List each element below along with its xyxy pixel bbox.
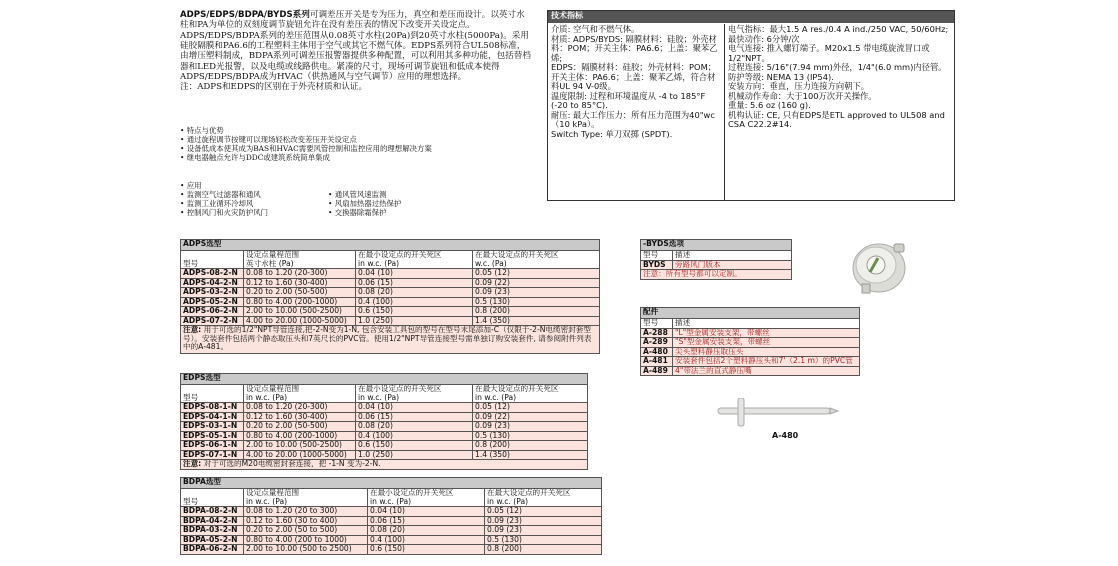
edps-table [180, 373, 588, 470]
col-header: 在最大设定点的开关死区 in w.c. (Pa) [485, 489, 602, 507]
bdpa-table [180, 477, 602, 555]
table-row: ADPS-05-2-N 0.80 to 4.00 (200-1000) 0.4 (100) 0.5 (130) [181, 297, 600, 307]
tech-specs-right [725, 24, 954, 200]
list-item: • 监测工业循环冷却风 [180, 199, 330, 208]
accessories-table [640, 307, 860, 376]
col-header: 在最小设定点的开关死区 in w.c. (Pa) [356, 251, 473, 269]
table-row: A-489 4"带法兰的直式静压嘴 [641, 366, 860, 376]
table-row: ADPS-06-2-N 2.00 to 10.00 (500-2500) 0.6 (150) 0.8 (200) [181, 307, 600, 317]
col-header: 描述 [673, 251, 792, 261]
table-row: ADPS-04-2-N 0.12 to 1.60 (30-400) 0.06 (15) 0.09 (22) [181, 278, 600, 288]
table-row: A-289 "S"型金属安装支架，带螺丝 [641, 338, 860, 348]
list-item: • 特点与优势 [180, 126, 532, 135]
list-item: • 继电器触点允许与DDC或建筑系统简单集成 [180, 153, 532, 162]
table-row: EDPS-07-1-N 4.00 to 20.00 (1000-5000) 1.0 (250) 1.4 (350) [181, 450, 588, 460]
spec-line: 材质: ADPS/BYDS: 隔膜材料：硅胶；外壳材料：POM；开关主体：PA6.6；上盖：聚苯乙烯; [551, 33, 718, 63]
table-row: BDPA-03-2-N 0.20 to 2.00 (50 to 500) 0.08 (20) 0.09 (23) [181, 526, 602, 536]
table-row: ADPS-07-2-N 4.00 to 20.00 (1000-5000) 1.0 (250) 1.4 (350) [181, 316, 600, 326]
col-header: 型号 [181, 385, 244, 403]
a480-probe-image [714, 398, 840, 430]
tech-specs-left [548, 24, 725, 200]
table-row: EDPS-04-1-N 0.12 to 1.60 (30-400) 0.06 (15) 0.09 (22) [181, 412, 588, 422]
table-row: ADPS-08-2-N 0.08 to 1.20 (20-300) 0.04 (10) 0.05 (12) [181, 269, 600, 279]
list-item: • 应用 [180, 181, 330, 190]
table-note: 注意: 对于可选的M20电缆密封套连接，把 -1-N 变为-2-N. [181, 460, 588, 470]
tech-specs-box [547, 10, 955, 201]
spec-line: 电气指标：最大1.5 A res./0.4 A ind./250 VAC, 50/60Hz; [728, 24, 949, 34]
col-header: 设定点量程范围 in w.c. (Pa) [244, 489, 368, 507]
adps-table [180, 239, 600, 354]
spec-line: 机械动作寿命：大于100万次开关操作。 [728, 90, 877, 101]
byds-table [640, 239, 792, 280]
spec-line: 安装方向：垂直，压力连接方向朝下。 [728, 81, 870, 92]
spec-line: 过程连接: 5/16"(7.94 mm)外径，1/4"(6.0 mm)内径管。 [728, 62, 947, 73]
spec-line: 防护等级: NEMA 13 (IP54). [728, 71, 834, 82]
table-note: 注意: 用于可选的1/2"NPT导管连接,把-2-N变为1-N, 包含安装工具包的型号在型号末尾添加-C（仅限于-2-N电缆密封套型号）。安装套件包括两个静态取压头和7英尺长的PVC管。使用1/2"NPT导管连接型号需单独订购安装套件, 请参阅附件列表中的A-481。 [181, 326, 600, 354]
col-header: 描述 [673, 319, 860, 329]
col-header: 型号 [641, 319, 673, 329]
table-row: A-481 安装套件包括2个塑料静压头和7'（2.1 m）的PVC管 [641, 357, 860, 367]
table-row: EDPS-03-1-N 0.20 to 2.00 (50-500) 0.08 (20) 0.09 (23) [181, 422, 588, 432]
table-row: BDPA-04-2-N 0.12 to 1.60 (30 to 400) 0.06 (15) 0.09 (23) [181, 516, 602, 526]
col-header: 设定点量程范围 英寸水柱 (Pa) [244, 251, 356, 269]
features-list [180, 126, 532, 162]
table-title: BDPA选型 [181, 478, 602, 489]
intro-text: 可调差压开关是专为压力，真空和差压而设计。以英寸水柱和PA为单位的双刻度调节旋钮允许在没有差压表的情况下改变开关设定点。ADPS/EDPS/BDPA系列的差压范围从0.08英寸水柱(20Pa)到20英寸水柱(5000Pa)。采用硅胶隔膜和PA6.6的工程塑料主体用于空气或其它不燃气体。EDPS系列符合UL508标准，由增压塑料制成，BDPA系列可调差压报警器提供多种配置，可以利用其多种功能，包括替档器和LED光报警，以及电缆或线路供电。紧凑的尺寸，现场可调节旋钮和低成本使得ADPS/EDPS/BDPA成为HVAC（供热通风与空气调节）应用的理想选择。 [180, 10, 531, 82]
table-note: 注意：所有型号都可以定制。 [641, 270, 792, 280]
col-header: 设定点量程范围 in w.c. (Pa) [244, 385, 356, 403]
col-header: 在最大设定点的开关死区 in w.c. (Pa) [473, 385, 588, 403]
list-item: • 通过旋程调节按键可以现场轻松改变差压开关设定点 [180, 135, 532, 144]
intro-lead: ADPS/EDPS/BDPA/BYDS系列 [180, 10, 310, 20]
list-item: • 交换器除霜保护 [328, 208, 468, 217]
spec-line: 重量: 5.6 oz (160 g). [728, 100, 811, 111]
table-row: A-288 "L"型金属安装支架，带螺丝 [641, 328, 860, 338]
table-row: BDPA-06-2-N 2.00 to 10.00 (500 to 2500) 0.6 (150) 0.8 (200) [181, 545, 602, 555]
table-title: EDPS选型 [181, 374, 588, 385]
spec-line: 机构认证: CE, 只有EDPS是ETL approved to UL508 and CSA C22.2#14. [728, 109, 945, 130]
col-header: 在最大设定点的开关死区 w.c. (Pa) [473, 251, 600, 269]
spec-line: 耐压: 最大工作压力：所有压力范围为40"wc（10 kPa）。 [551, 109, 715, 130]
pressure-switch-image [848, 238, 910, 296]
table-title: 配件 [641, 308, 860, 319]
list-item: • 通风管风速监测 [328, 190, 468, 199]
col-header: 在最小设定点的开关死区 in w.c. (Pa) [356, 385, 473, 403]
table-title: ADPS选型 [181, 240, 600, 251]
applications-list-right [328, 190, 468, 217]
col-header: 型号 [181, 489, 244, 507]
table-row: A-480 尖头塑料静压取压头 [641, 347, 860, 357]
table-title: -BYDS选项 [641, 240, 792, 251]
table-row: BDPA-08-2-N 0.08 to 1.20 (20 to 300) 0.04 (10) 0.05 (12) [181, 507, 602, 517]
spec-line: 温度限制: 过程和环境温度从 -4 to 185°F (-20 to 85°C). [551, 90, 706, 111]
spec-line: 最快动作: 6分钟/次 [728, 33, 800, 44]
table-row: EDPS-08-1-N 0.08 to 1.20 (20-300) 0.04 (10) 0.05 (12) [181, 403, 588, 413]
tech-specs-title: 技术指标 [548, 11, 954, 23]
a480-label: A-480 [772, 431, 799, 440]
col-header: 在最小设定点的开关死区 in w.c. (Pa) [368, 489, 485, 507]
list-item: • 风扇加热器过热保护 [328, 199, 468, 208]
intro-paragraph [180, 10, 532, 93]
table-row: EDPS-05-1-N 0.80 to 4.00 (200-1000) 0.4 (100) 0.5 (130) [181, 431, 588, 441]
spec-line: Switch Type: 单刀双掷 (SPDT). [551, 128, 673, 139]
spec-line: 介质: 空气和不燃气体。 [551, 24, 640, 34]
table-row: ADPS-03-2-N 0.20 to 2.00 (50-500) 0.08 (20) 0.09 (23) [181, 288, 600, 298]
applications-list-left [180, 181, 330, 217]
list-item: • 设备低成本使其成为BAS和HVAC需要风管控制和监控应用的理想解决方案 [180, 144, 532, 153]
spec-line: 电气连接: 推入螺钉端子。M20x1.5 带电缆旋流冒口或1/2"NPT。 [728, 43, 930, 63]
intro-note: 注：ADPS和EDPS的区别在于外壳材质和认证。 [180, 82, 368, 93]
table-row: BYDS 旁路风门版本 [641, 260, 792, 270]
table-row: BDPA-05-2-N 0.80 to 4.00 (200 to 1000) 0.4 (100) 0.5 (130) [181, 535, 602, 545]
table-row: EDPS-06-1-N 2.00 to 10.00 (500-2500) 0.6 (150) 0.8 (200) [181, 441, 588, 451]
col-header: 型号 [641, 251, 673, 261]
list-item: • 监测空气过滤器和通风 [180, 190, 330, 199]
spec-line: EDPS：隔膜材料：硅胶；外壳材料：POM；开关主体：PA6.6；上盖：聚苯乙烯，符合材料UL 94 V-0级。 [551, 62, 717, 92]
list-item: • 控制风门和火灾防护风门 [180, 208, 330, 217]
col-header: 型号 [181, 251, 244, 269]
